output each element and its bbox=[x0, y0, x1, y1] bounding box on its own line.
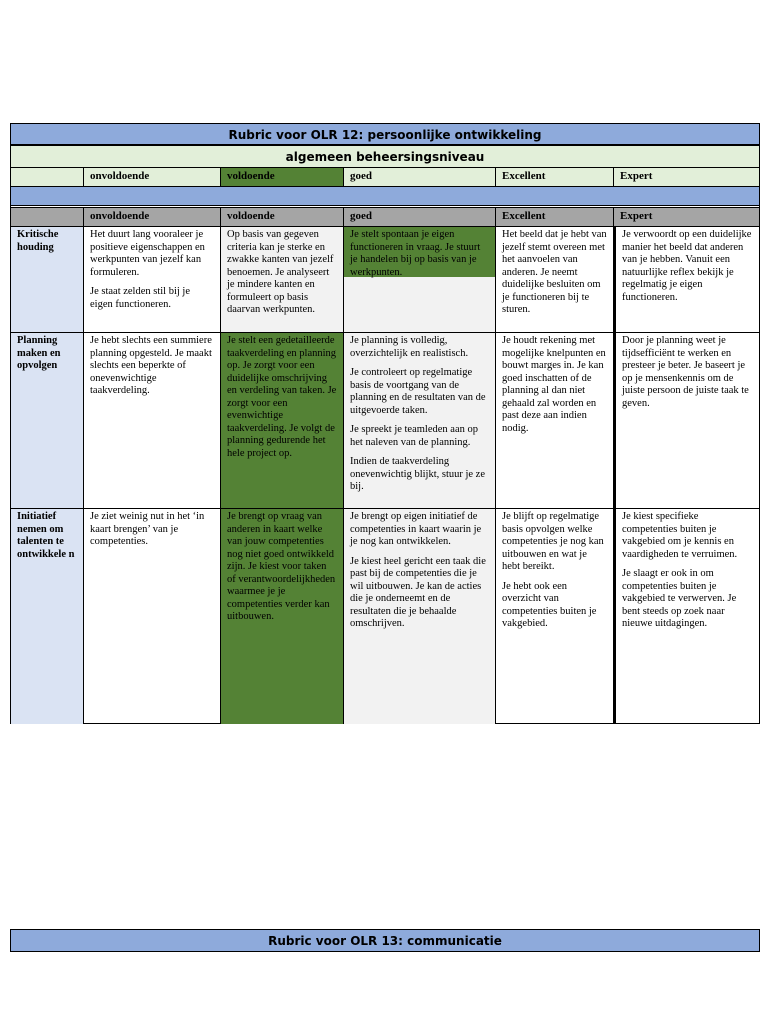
row-label: Kritische houding bbox=[11, 227, 83, 332]
levels-header-top bbox=[11, 167, 759, 186]
criterion-text: Je stelt spontaan je eigen functioneren in vraag. Je stuurt je handelen bij op basis van je werkpunten. bbox=[350, 229, 481, 278]
rubric-table-olr12 bbox=[10, 123, 760, 724]
rubric-row-initiatief bbox=[11, 508, 759, 724]
criterion-text: Je verwoordt op een duidelijke manier het beeld dat anderen van je hebben. Vanuit een natuurlijke reflex bekijk je regelmatig je eigen functioneren. bbox=[622, 229, 752, 303]
criterion-onvoldoende bbox=[83, 227, 220, 332]
criterion-text: Door je planning weet je tijdsefficiënt te werken en presteer je beter. Je baseert je op je mensenkennis om de juiste persoon de juiste taak te geven. bbox=[622, 335, 749, 409]
criterion-text: Je spreekt je teamleden aan op het naleven van de planning. bbox=[350, 424, 478, 448]
criterion-text: Je hebt ook een overzicht van competenties buiten je vakgebied. bbox=[502, 580, 597, 629]
header-blank-2 bbox=[11, 208, 83, 226]
criterion-text: Je blijft op regelmatige basis opvolgen welke competenties je nog kan uitbouwen en wat je hebt bereikt. bbox=[502, 511, 604, 572]
criterion-text: Het duurt lang vooraleer je positieve eigenschappen en werkpunten van jezelf kan formuleren. bbox=[90, 229, 205, 278]
criterion-text: Het beeld dat je hebt van jezelf stemt overeen met het aanvoelen van anderen. Je neemt duidelijke besluiten om je functioneren bij te sturen. bbox=[502, 229, 607, 315]
table-title-olr13: Rubric voor OLR 13: communicatie bbox=[10, 929, 760, 952]
rubric-row-planning bbox=[11, 332, 759, 508]
criterion-excellent bbox=[495, 227, 613, 332]
criterion-text: Je kiest specifieke competenties buiten je vakgebied om je kennis en vaardigheden te verruimen. bbox=[622, 511, 738, 560]
header-onvoldoende-2: onvoldoende bbox=[83, 208, 220, 226]
header-excellent: Excellent bbox=[495, 168, 613, 186]
table-subtitle bbox=[11, 145, 759, 167]
criterion-expert bbox=[613, 333, 759, 508]
header-goed: goed bbox=[343, 168, 495, 186]
blue-spacer-row bbox=[11, 186, 759, 205]
criterion-text: Je brengt op eigen initiatief de competenties in kaart waarin je je nog kan ontwikkelen. bbox=[350, 511, 482, 547]
criterion-voldoende bbox=[220, 227, 343, 332]
criterion-text: Je controleert op regelmatige basis de voortgang van de planning en de resultaten van de uitgevoerde taken. bbox=[350, 367, 486, 416]
criterion-voldoende bbox=[220, 509, 343, 724]
criterion-text: Je houdt rekening met mogelijke knelpunten en bouwt marges in. Je kan goed inschatten of de planning al dan niet gehaald zal worden en past deze aan indien nodig. bbox=[502, 335, 606, 434]
criterion-excellent bbox=[495, 509, 613, 724]
header-expert: Expert bbox=[613, 168, 759, 186]
criterion-text: Je stelt een gedetailleerde taakverdeling en planning op. Je zorgt voor een duidelijke omschrijving en verdeling van taken. Je zorgt voor een evenwichtige taakverdeling. Je volgt de planning gedurende het hele project op. bbox=[227, 335, 337, 459]
header-voldoende: voldoende bbox=[220, 168, 343, 186]
criterion-excellent bbox=[495, 333, 613, 508]
criterion-onvoldoende bbox=[83, 509, 220, 724]
criterion-expert bbox=[613, 227, 759, 332]
header-onvoldoende: onvoldoende bbox=[83, 168, 220, 186]
criterion-voldoende bbox=[220, 333, 343, 508]
header-blank bbox=[11, 168, 83, 186]
subtitle-text: algemeen beheersingsniveau bbox=[285, 150, 485, 164]
header-goed-2: goed bbox=[343, 208, 495, 226]
header-voldoende-2: voldoende bbox=[220, 208, 343, 226]
criterion-text: Je slaagt er ook in om competenties buiten je vakgebied te verwerven. Je bent steeds op zoek naar nieuwe uitdagingen. bbox=[622, 568, 737, 629]
criterion-goed bbox=[343, 333, 495, 508]
levels-header bbox=[11, 207, 759, 226]
header-excellent-2: Excellent bbox=[495, 208, 613, 226]
criterion-text: Indien de taakverdeling onevenwichtig blijkt, stuur je ze bij. bbox=[350, 456, 486, 492]
criterion-text: Je hebt slechts een summiere planning opgesteld. Je maakt slechts een beperkte of onevenwichtige taakverdeling. bbox=[90, 335, 212, 396]
criterion-onvoldoende bbox=[83, 333, 220, 508]
row-label: Initiatief nemen om talenten te ontwikkele n bbox=[11, 509, 83, 724]
row-label: Planning maken en opvolgen bbox=[11, 333, 83, 508]
criterion-text: Op basis van gegeven criteria kan je sterke en zwakke kanten van jezelf benoemen. Je analyseert je mindere kanten en formuleert op basis daarvan werkpunten. bbox=[227, 229, 334, 315]
header-expert-2: Expert bbox=[613, 208, 759, 226]
criterion-goed bbox=[343, 227, 495, 332]
criterion-text: Je kiest heel gericht een taak die past bij de competenties die je wil uitbouwen. Je kan de acties die je onderneemt en de resultaten die je behaalde omschrijven. bbox=[350, 555, 486, 629]
rubric-row-kritische-houding bbox=[11, 226, 759, 332]
criterion-expert bbox=[613, 509, 759, 724]
criterion-text: Je brengt op vraag van anderen in kaart welke van jouw competenties nog niet goed ontwikkeld zijn. Je kiest voor taken of verantwoordelijkheden waarmee je je competenties verder kan uitbouwen. bbox=[227, 511, 336, 622]
criterion-goed bbox=[343, 509, 495, 724]
criterion-text: Je planning is volledig, overzichtelijk en realistisch. bbox=[350, 335, 469, 359]
criterion-text: Je staat zelden stil bij je eigen functioneren. bbox=[90, 286, 191, 310]
criterion-text: Je ziet weinig nut in het ‘in kaart brengen’ van je competenties. bbox=[90, 511, 205, 547]
table-title: Rubric voor OLR 12: persoonlijke ontwikkeling bbox=[10, 123, 760, 145]
